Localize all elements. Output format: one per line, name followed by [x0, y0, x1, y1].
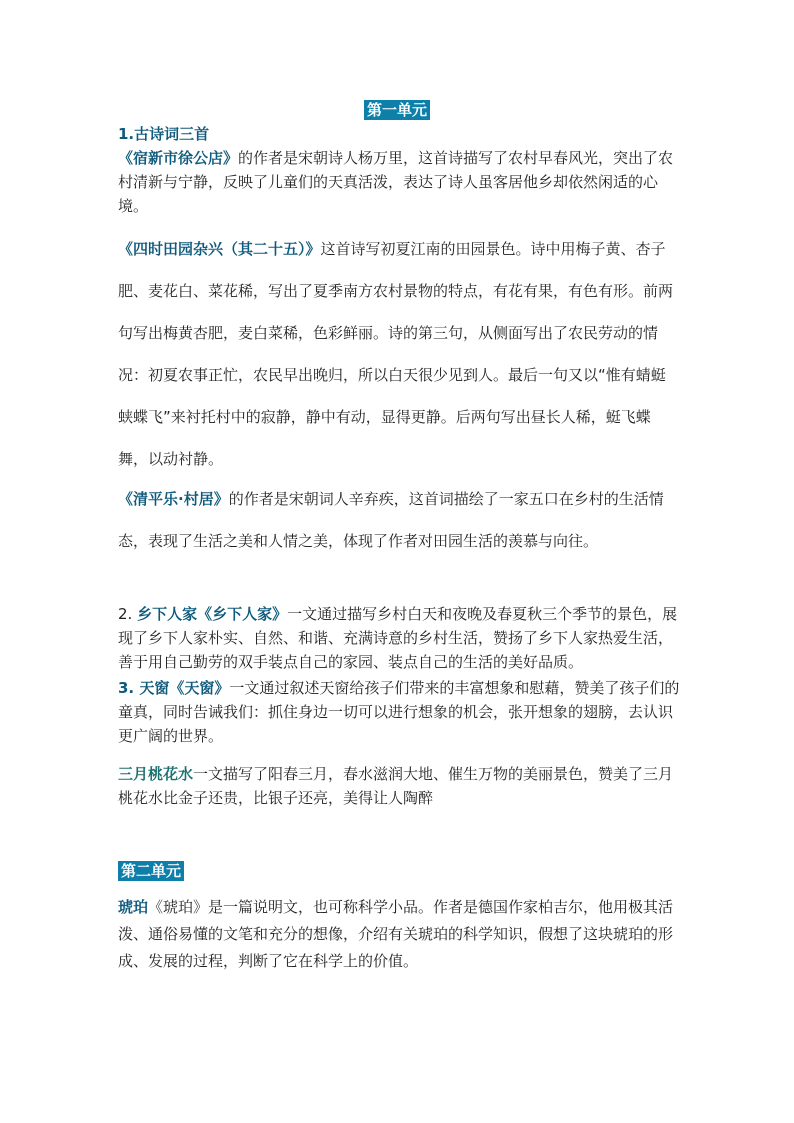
paragraph-keyword: 《宿新市徐公店》 [118, 149, 239, 167]
paragraph-keyword: 《清平乐·村居》 [118, 490, 229, 508]
paragraph-xiangxiarenjia [118, 602, 680, 674]
paragraph-keyword: 3. 天窗《天窗》 [118, 679, 230, 697]
unit1-heading: 第一单元 [364, 100, 430, 120]
paragraph-number: 2. [118, 605, 133, 623]
paragraph-text: 《琥珀》是一篇说明文，也可称科学小品。作者是德国作家柏吉尔，他用极其活泼、通俗易懂的文笔和充分的想像，介绍有关琥珀的科学知识，假想了这块琥珀的形成、发展的过程，判断了它在科学上的价值。 [118, 898, 674, 970]
paragraph-text: 一文通过描写乡村白天和夜晚及春夏秋三个季节的景色，展现了乡下人家朴实、自然、和谐、充满诗意的乡村生活，赞扬了乡下人家热爱生活，善于用自己勤劳的双手装点自己的家园、装点自己的生活的美好品质。 [118, 605, 678, 671]
paragraph-hupo [118, 894, 680, 975]
paragraph-tianchuang [118, 676, 680, 748]
paragraph-keyword: 乡下人家《乡下人家》 [137, 605, 288, 623]
paragraph-text: 一文通过叙述天窗给孩子们带来的丰富想象和慰藉，赞美了孩子们的童真，同时告诫我们：抓住身边一切可以进行想象的机会，张开想象的翅膀，去认识更广阔的世界。 [118, 679, 680, 745]
paragraph-keyword: 《四时田园杂兴（其二十五）》 [118, 240, 321, 258]
paragraph-text: 一文描写了阳春三月，春水滋润大地、催生万物的美丽景色，赞美了三月桃花水比金子还贵，比银子还亮，美得让人陶醉 [118, 765, 674, 807]
paragraph-suxinshi [118, 146, 680, 218]
paragraph-qingpingle [118, 478, 680, 562]
paragraph-text: 的作者是宋朝词人辛弃疾，这首词描绘了一家五口在乡村的生活情态，表现了生活之美和人情之美，体现了作者对田园生活的羡慕与向往。 [118, 490, 664, 550]
paragraph-text: 的作者是宋朝诗人杨万里，这首诗描写了农村早春风光，突出了农村清新与宁静，反映了儿童们的天真活泼，表达了诗人虽客居他乡却依然闲适的心境。 [118, 149, 674, 215]
paragraph-taohuashui [118, 762, 680, 810]
paragraph-keyword: 三月桃花水 [118, 765, 194, 783]
paragraph-keyword: 琥珀 [118, 898, 149, 916]
section1-title [118, 124, 680, 144]
unit2-heading: 第二单元 [118, 861, 184, 881]
paragraph-sishitianyuan [118, 228, 680, 480]
paragraph-text: 这首诗写初夏江南的田园景色。诗中用梅子黄、杏子肥、麦花白、菜花稀，写出了夏季南方农村景物的特点，有花有果，有色有形。前两句写出梅黄杏肥，麦白菜稀，色彩鲜丽。诗的第三句，从侧面写出了农民劳动的情况：初夏农事正忙，农民早出晚归，所以白天很少见到人。最后一句又以“惟有蜻蜓蛱蝶飞”来衬托村中的寂静，静中有动，显得更静。后两句写出昼长人稀，蜓飞蝶舞，以动衬静。 [118, 240, 674, 468]
section1-title-text: 1.古诗词三首 [118, 125, 210, 143]
